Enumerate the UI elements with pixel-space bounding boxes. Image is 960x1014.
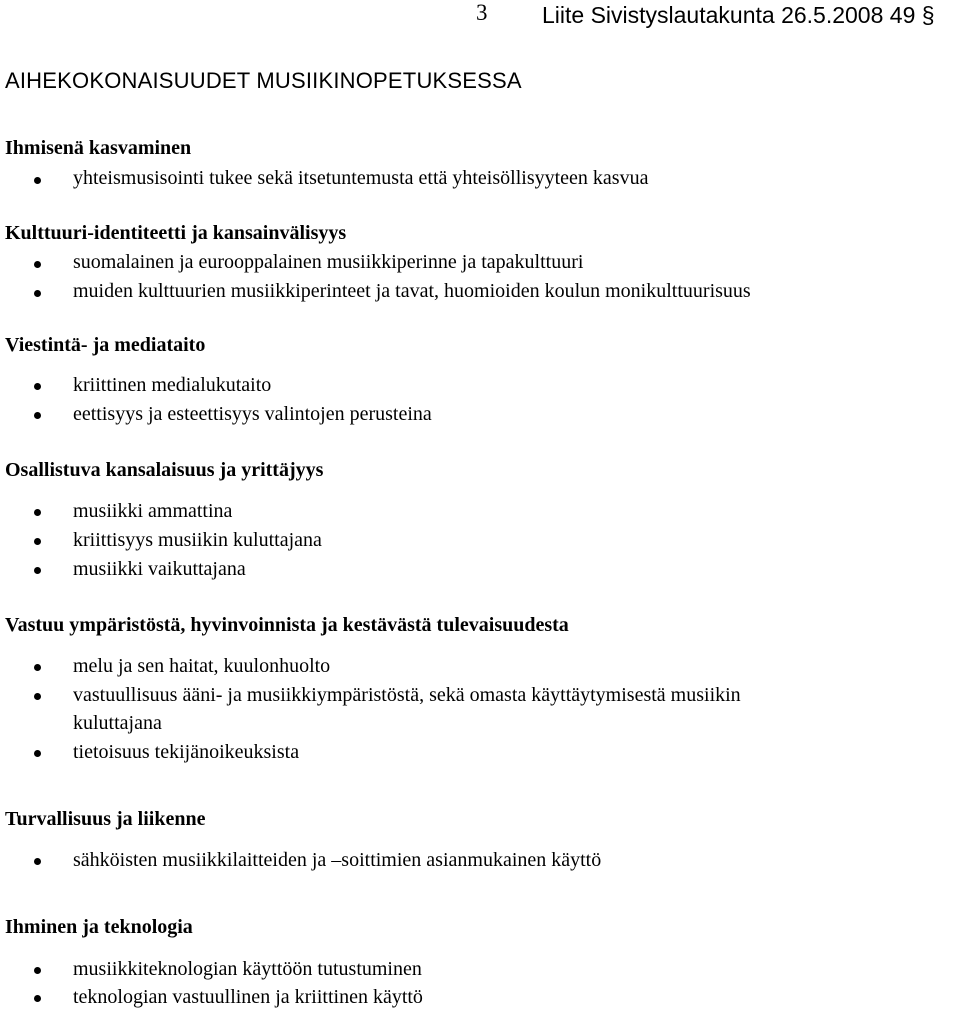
section-heading: Viestintä- ja mediataito xyxy=(5,334,206,356)
bullet-icon xyxy=(34,261,41,268)
list-item: kriittisyys musiikin kuluttajana xyxy=(73,529,322,551)
bullet-icon xyxy=(34,664,41,671)
bullet-icon xyxy=(34,967,41,974)
page-number: 3 xyxy=(476,0,488,25)
bullet-icon xyxy=(34,538,41,545)
bullet-icon xyxy=(34,858,41,865)
list-item-continuation: kuluttajana xyxy=(73,712,162,734)
section-heading: Kulttuuri-identiteetti ja kansainvälisyys xyxy=(5,222,347,244)
list-item: melu ja sen haitat, kuulonhuolto xyxy=(73,655,331,677)
list-item: yhteismusisointi tukee sekä itsetuntemusta että yhteisöllisyyteen kasvua xyxy=(73,167,649,189)
document-title: AIHEKOKONAISUUDET MUSIIKINOPETUKSESSA xyxy=(5,68,522,93)
list-item: suomalainen ja eurooppalainen musiikkiperinne ja tapakulttuuri xyxy=(73,251,584,273)
bullet-icon xyxy=(34,509,41,516)
bullet-icon xyxy=(34,693,41,700)
bullet-icon xyxy=(34,290,41,297)
list-item: musiikki ammattina xyxy=(73,500,233,522)
bullet-icon xyxy=(34,177,41,184)
section-heading: Ihminen ja teknologia xyxy=(5,916,193,938)
bullet-icon xyxy=(34,383,41,390)
list-item: vastuullisuus ääni- ja musiikkiympäristöstä, sekä omasta käyttäytymisestä musiikin xyxy=(73,684,741,706)
attachment-header: Liite Sivistyslautakunta 26.5.2008 49 § xyxy=(542,2,935,28)
list-item: musiikkiteknologian käyttöön tutustuminen xyxy=(73,958,422,980)
list-item: musiikki vaikuttajana xyxy=(73,558,246,580)
section-heading: Osallistuva kansalaisuus ja yrittäjyys xyxy=(5,459,324,481)
list-item: sähköisten musiikkilaitteiden ja –soittimien asianmukainen käyttö xyxy=(73,849,602,871)
bullet-icon xyxy=(34,412,41,419)
bullet-icon xyxy=(34,995,41,1002)
list-item: teknologian vastuullinen ja kriittinen käyttö xyxy=(73,986,423,1008)
list-item: tietoisuus tekijänoikeuksista xyxy=(73,741,300,763)
bullet-icon xyxy=(34,567,41,574)
list-item: kriittinen medialukutaito xyxy=(73,374,272,396)
section-heading: Turvallisuus ja liikenne xyxy=(5,808,206,830)
list-item: eettisyys ja esteettisyys valintojen perusteina xyxy=(73,403,432,425)
section-heading: Ihmisenä kasvaminen xyxy=(5,137,192,159)
section-heading: Vastuu ympäristöstä, hyvinvoinnista ja kestävästä tulevaisuudesta xyxy=(5,614,569,636)
list-item: muiden kulttuurien musiikkiperinteet ja tavat, huomioiden koulun monikulttuurisuus xyxy=(73,280,751,302)
bullet-icon xyxy=(34,750,41,757)
